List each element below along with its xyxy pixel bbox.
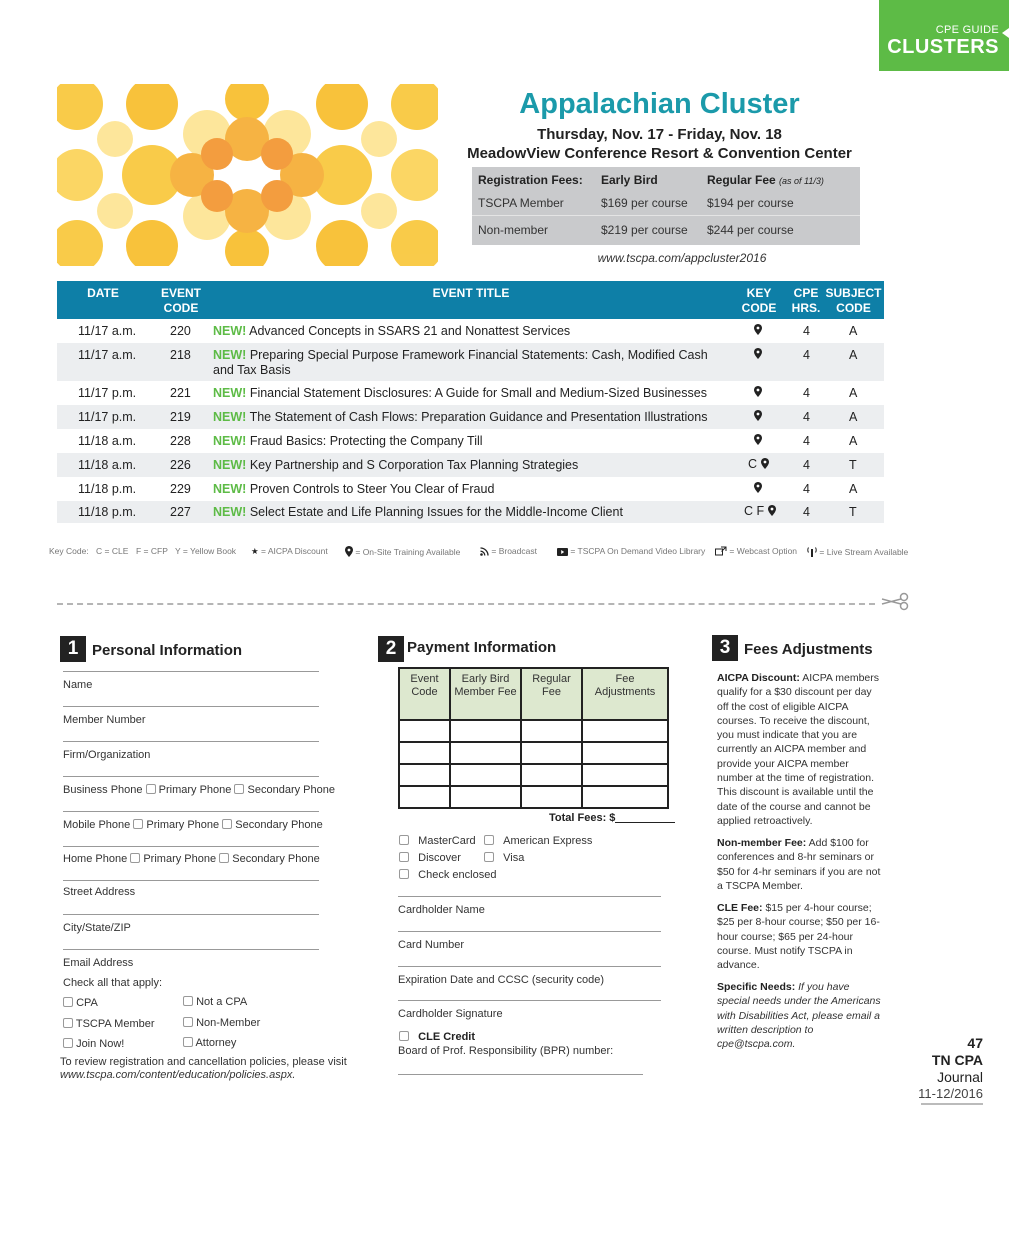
discover-option[interactable]: Discover — [399, 852, 461, 864]
row-date: 11/17 p.m. — [78, 410, 137, 424]
section-number-2: 2 — [378, 636, 404, 662]
grid-col-adjustments: Fee Adjustments — [582, 668, 668, 720]
row-subject: A — [849, 410, 858, 424]
table-row — [57, 405, 884, 429]
aicpa-discount-note: AICPA Discount: AICPA members qualify for a $30 discount per day off the cost of eligible AICPA courses. To receive the discount, you must indicate that you are currently an AICPA member and provide your AICPA member number at the time of registration. This discount is available until the date of the course and cannot be applied retroactively. — [717, 672, 880, 827]
onsite-pin-icon — [754, 323, 762, 337]
row-title: NEW! Proven Controls to Steer You Clear of Fraud — [213, 482, 495, 496]
card-number-label: Card Number — [398, 939, 465, 951]
legend-webcast: = Webcast Option — [715, 546, 797, 556]
join-now-option[interactable]: Join Now! — [63, 1038, 124, 1050]
cpa-checkbox[interactable] — [63, 997, 73, 1007]
bpr-field[interactable] — [398, 1074, 643, 1075]
row-code: 228 — [170, 434, 191, 448]
grid-col-early-bird: Early Bird Member Fee — [450, 668, 521, 720]
event-venue: MeadowView Conference Resort & Convention Center — [467, 145, 852, 162]
grid-row[interactable] — [399, 720, 668, 742]
business-secondary-checkbox[interactable] — [234, 784, 244, 794]
table-row — [57, 477, 884, 501]
mobile-primary-checkbox[interactable] — [133, 819, 143, 829]
col-event-code: EVENT CODE — [160, 286, 201, 315]
row-subject: A — [849, 434, 858, 448]
issue-underline — [921, 1103, 983, 1105]
legend-aicpa: ★ = AICPA Discount — [251, 546, 328, 556]
col-date: DATE — [87, 286, 119, 300]
expiration-label: Expiration Date and CCSC (security code) — [398, 974, 605, 986]
not-cpa-checkbox[interactable] — [183, 996, 193, 1006]
onsite-pin-icon — [754, 433, 762, 447]
cpa-option[interactable]: CPA — [63, 997, 98, 1009]
row-code: 219 — [170, 410, 191, 424]
section-title-payment: Payment Information — [407, 639, 557, 656]
business-phone-field[interactable] — [63, 776, 319, 777]
section-title-personal: Personal Information — [92, 642, 243, 659]
signature-field[interactable] — [398, 1000, 661, 1001]
business-phone-label: Business Phone Primary Phone Secondary Phone — [63, 784, 335, 796]
row-subject: A — [849, 482, 858, 496]
journal-issue: 11-12/2016 — [918, 1086, 983, 1101]
nonmember-fee-note: Non-member Fee: Add $100 for conferences and 8-hr seminars or $50 for 4-hr seminars if you are not a TSCPA Member. — [717, 837, 881, 892]
row-code: 220 — [170, 324, 191, 338]
grid-row[interactable] — [399, 786, 668, 808]
policy-note — [60, 1056, 360, 1082]
row-subject: T — [849, 458, 857, 472]
row-subject: A — [849, 348, 858, 362]
home-secondary-checkbox[interactable] — [219, 853, 229, 863]
row-code: 221 — [170, 386, 191, 400]
table-row — [57, 429, 884, 453]
fees-regular-header: Regular Fee (as of 11/3) — [707, 173, 824, 187]
section-number-3: 3 — [712, 635, 738, 661]
fees-nonmember-type: Non-member — [478, 223, 549, 237]
onsite-pin-icon — [754, 409, 762, 423]
member-number-field[interactable] — [63, 706, 319, 707]
mobile-phone-label: Mobile Phone Primary Phone Secondary Phone — [63, 819, 323, 831]
row-title: NEW! Financial Statement Disclosures: A Guide for Small and Medium-Sized Businesses — [213, 386, 707, 400]
row-date: 11/17 p.m. — [78, 386, 137, 400]
page-title: Appalachian Cluster — [519, 88, 800, 120]
table-row — [57, 343, 884, 381]
grid-col-regular: Regular Fee — [521, 668, 582, 720]
home-primary-checkbox[interactable] — [130, 853, 140, 863]
fees-member-type: TSCPA Member — [478, 196, 564, 210]
event-url-link[interactable]: www.tscpa.com/appcluster2016 — [597, 251, 767, 265]
section-tab-subtitle: CPE GUIDE — [935, 24, 999, 36]
discover-checkbox[interactable] — [399, 852, 409, 862]
row-hours: 4 — [803, 386, 810, 400]
registration-fees-table — [472, 167, 860, 245]
legend-key-code: Key Code: — [49, 546, 89, 556]
section-title-adjustments: Fees Adjustments — [744, 641, 873, 658]
check-all-label: Check all that apply: — [63, 977, 163, 989]
payment-grid — [398, 667, 669, 809]
row-hours: 4 — [803, 458, 810, 472]
member-number-label: Member Number — [63, 714, 146, 726]
row-title: NEW! Key Partnership and S Corporation Tax Planning Strategies — [213, 458, 579, 472]
schedule-table-header — [57, 281, 884, 319]
fees-label: Registration Fees: — [478, 173, 583, 187]
row-hours: 4 — [803, 434, 810, 448]
join-now-checkbox[interactable] — [63, 1038, 73, 1048]
mastercard-checkbox[interactable] — [399, 835, 409, 845]
fees-early-header: Early Bird — [601, 173, 658, 187]
email-label: Email Address — [63, 957, 134, 969]
journal-name-2: Journal — [937, 1069, 983, 1085]
legend-cle: C = CLE — [96, 546, 129, 556]
fees-as-of: (as of 11/3) — [779, 176, 824, 186]
row-hours: 4 — [803, 348, 810, 362]
home-phone-label: Home Phone Primary Phone Secondary Phone — [63, 853, 320, 865]
broadcast-icon — [480, 547, 489, 556]
onsite-pin-icon — [754, 481, 762, 495]
expiration-field[interactable] — [398, 966, 661, 967]
row-title: NEW! Fraud Basics: Protecting the Company Till — [213, 434, 483, 448]
row-code: 218 — [170, 348, 191, 362]
total-fees-field[interactable]: Total Fees: $ — [549, 812, 675, 824]
decorative-pattern-image — [57, 84, 438, 266]
visa-option[interactable]: Visa — [484, 852, 524, 864]
table-row — [57, 501, 884, 523]
grid-col-event-code: Event Code — [399, 668, 450, 720]
firm-field[interactable] — [63, 741, 319, 742]
check-enclosed-option[interactable]: Check enclosed — [399, 869, 496, 881]
row-hours: 4 — [803, 410, 810, 424]
legend-onsite: = On-Site Training Available — [345, 546, 460, 557]
page-number: 47 — [967, 1035, 983, 1051]
row-date: 11/18 a.m. — [78, 434, 137, 448]
name-field[interactable] — [63, 671, 319, 672]
firm-label: Firm/Organization — [63, 749, 151, 761]
scissors-icon — [880, 591, 910, 616]
row-date: 11/17 a.m. — [78, 348, 137, 362]
business-primary-checkbox[interactable] — [146, 784, 156, 794]
not-cpa-option[interactable]: Not a CPA — [183, 996, 247, 1008]
table-row — [57, 453, 884, 477]
section-tab — [879, 0, 1009, 71]
onsite-pin-icon — [345, 546, 353, 557]
city-label: City/State/ZIP — [63, 922, 131, 934]
tscpa-member-checkbox[interactable] — [63, 1018, 73, 1028]
cle-credit-checkbox[interactable] — [399, 1031, 409, 1041]
row-title: NEW! Advanced Concepts in SSARS 21 and Nonattest Services — [213, 324, 571, 338]
grid-row[interactable] — [399, 764, 668, 786]
table-row — [57, 381, 884, 405]
event-dates: Thursday, Nov. 17 - Friday, Nov. 18 — [537, 126, 782, 143]
policy-text: To review registration and cancellation policies, please visit — [60, 1056, 347, 1068]
mobile-phone-field[interactable] — [63, 811, 319, 812]
mobile-secondary-checkbox[interactable] — [222, 819, 232, 829]
amex-option[interactable]: American Express — [484, 835, 592, 847]
row-code: 226 — [170, 458, 191, 472]
street-field[interactable] — [63, 880, 319, 881]
fees-nonmember-early: $219 per course — [601, 223, 688, 237]
row-subject: T — [849, 505, 857, 519]
grid-row[interactable] — [399, 742, 668, 764]
mastercard-option[interactable]: MasterCard — [399, 835, 476, 847]
name-label: Name — [63, 679, 93, 691]
onsite-pin-icon — [754, 385, 762, 399]
col-key-code: KEY CODE — [741, 286, 777, 315]
tscpa-member-option[interactable]: TSCPA Member — [63, 1018, 155, 1030]
legend-on-demand: = TSCPA On Demand Video Library — [557, 546, 705, 556]
cut-line-divider — [57, 603, 875, 605]
specific-needs-note: Specific Needs: If you have special needs under the Americans with Disabilities Act, please email a written description to cpe@tscpa.com. — [717, 981, 881, 1051]
row-hours: 4 — [803, 505, 810, 519]
section-tab-title: CLUSTERS — [887, 36, 999, 58]
cle-fee-note: CLE Fee: $15 per 4-hour course; $25 per 8-hour course; $50 per 16-hour course; $65 per 24-hour course. Must notify TSCPA in advance. — [717, 902, 880, 972]
col-subject-code: SUBJECT CODE — [825, 286, 882, 315]
row-hours: 4 — [803, 482, 810, 496]
row-subject: A — [849, 386, 858, 400]
row-date: 11/17 a.m. — [78, 324, 137, 338]
row-title: NEW! Preparing Special Purpose Framework Financial Statements: Cash, Modified Cash and Tax Basis — [213, 348, 708, 377]
bpr-label: Board of Prof. Responsibility (BPR) number: — [398, 1045, 614, 1057]
attorney-option[interactable]: Attorney — [183, 1037, 236, 1049]
onsite-pin-icon: C — [748, 457, 769, 471]
street-label: Street Address — [63, 886, 136, 898]
live-stream-icon — [807, 546, 817, 557]
signature-label: Cardholder Signature — [398, 1008, 503, 1020]
fees-member-early: $169 per course — [601, 196, 688, 210]
col-cpe-hours: CPE HRS. — [791, 286, 821, 315]
city-field[interactable] — [63, 914, 319, 915]
onsite-pin-icon — [754, 347, 762, 361]
tab-arrow-icon — [1002, 28, 1009, 38]
card-number-field[interactable] — [398, 931, 661, 932]
fees-nonmember-regular: $244 per course — [707, 223, 794, 237]
home-phone-field[interactable] — [63, 846, 319, 847]
row-code: 227 — [170, 505, 191, 519]
cardholder-name-field[interactable] — [398, 896, 661, 897]
visa-checkbox[interactable] — [484, 852, 494, 862]
cardholder-name-label: Cardholder Name — [398, 904, 485, 916]
legend-cfp: F = CFP — [136, 546, 168, 556]
amex-checkbox[interactable] — [484, 835, 494, 845]
policy-link[interactable]: www.tscpa.com/content/education/policies.aspx. — [60, 1069, 296, 1081]
non-member-option[interactable]: Non-Member — [183, 1017, 260, 1029]
row-code: 229 — [170, 482, 191, 496]
legend-yellow-book: Y = Yellow Book — [175, 546, 237, 556]
check-enclosed-checkbox[interactable] — [399, 869, 409, 879]
row-hours: 4 — [803, 324, 810, 338]
row-date: 11/18 p.m. — [78, 505, 137, 519]
fees-divider — [472, 215, 860, 216]
legend-live-stream: = Live Stream Available — [807, 546, 908, 557]
row-title: NEW! The Statement of Cash Flows: Preparation Guidance and Presentation Illustrations — [213, 410, 708, 424]
row-date: 11/18 a.m. — [78, 458, 137, 472]
email-field[interactable] — [63, 949, 319, 950]
journal-name-1: TN CPA — [931, 1052, 983, 1068]
fees-member-regular: $194 per course — [707, 196, 794, 210]
non-member-checkbox[interactable] — [183, 1017, 193, 1027]
col-event-title: EVENT TITLE — [432, 286, 510, 300]
page-footer — [900, 1035, 983, 1086]
row-subject: A — [849, 324, 858, 338]
attorney-checkbox[interactable] — [183, 1037, 193, 1047]
star-icon: ★ — [251, 546, 259, 556]
onsite-pin-icon: C F — [744, 504, 776, 518]
row-date: 11/18 p.m. — [78, 482, 137, 496]
video-play-icon — [557, 548, 568, 556]
section-number-1: 1 — [60, 636, 86, 662]
row-title: NEW! Select Estate and Life Planning Issues for the Middle-Income Client — [213, 505, 623, 519]
cle-credit-option[interactable]: CLE Credit — [399, 1031, 475, 1043]
legend-broadcast: = Broadcast — [480, 546, 537, 556]
table-row — [57, 319, 884, 343]
webcast-icon — [715, 546, 727, 556]
